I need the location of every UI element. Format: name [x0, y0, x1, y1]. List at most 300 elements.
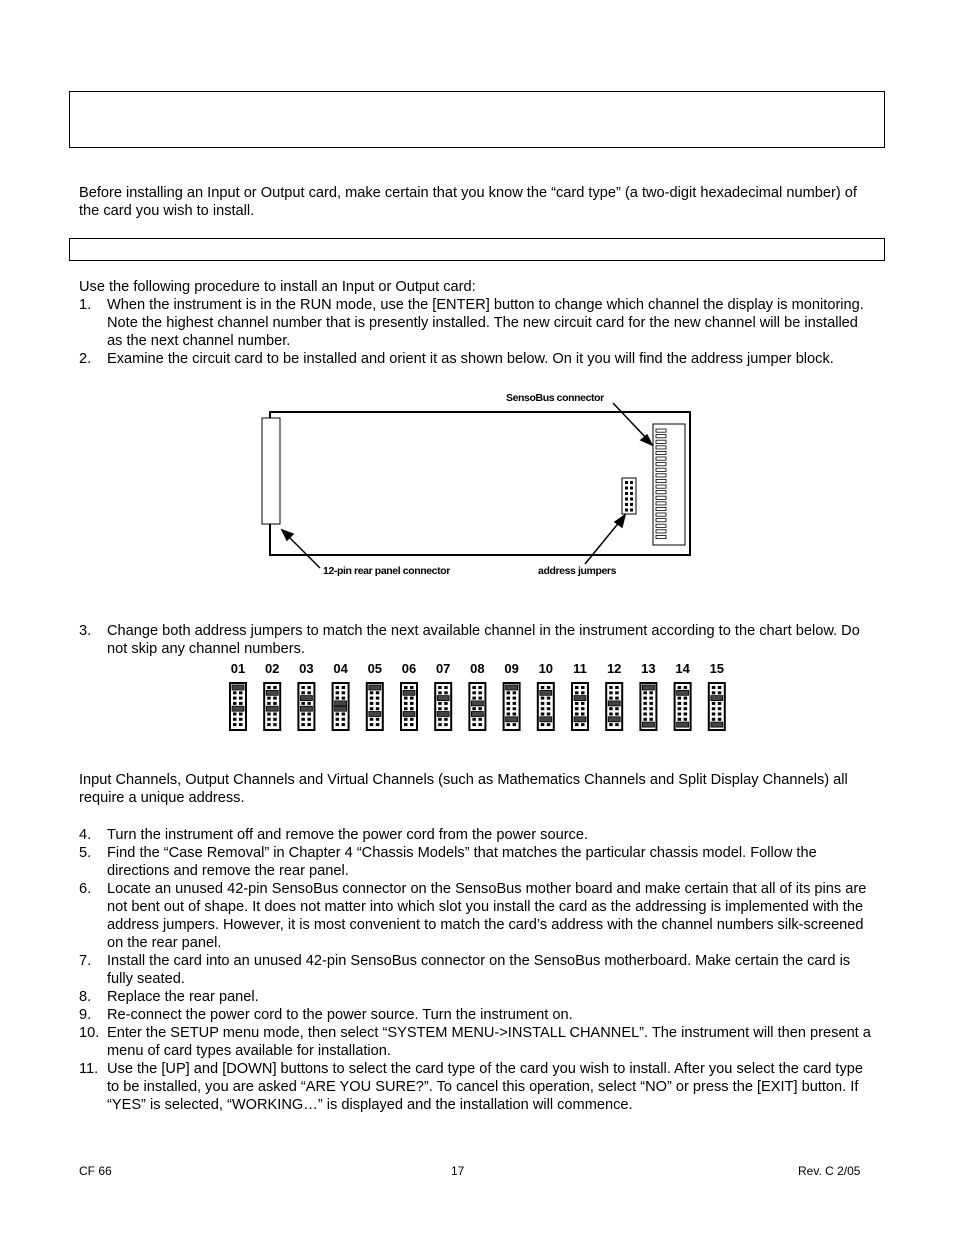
- jumper-pin: [370, 691, 374, 694]
- connector-pin: [656, 491, 666, 494]
- step-text: Locate an unused 42-pin SensoBus connector on the SensoBus mother board and make certain that all of its pins are not bent out of shape. It does not matter into which slot you install the card as the addressing is implemented with the address jumpers. However, it is most convenient to match the card’s address with the channel numbers silk-screened on the rear panel.: [107, 881, 867, 951]
- jumper-pin: [712, 718, 716, 721]
- jumper-shunt: [437, 696, 449, 701]
- jumper-pin: [718, 702, 722, 705]
- jumper-pin: [615, 697, 619, 700]
- jumper-pin: [336, 686, 340, 689]
- step-number: 5.: [79, 845, 92, 861]
- jumper-pin: [630, 503, 633, 506]
- jumper-pin: [267, 697, 271, 700]
- step-text: Re-connect the power cord to the power source. Turn the instrument on.: [107, 1007, 573, 1023]
- jumper-pin: [410, 702, 414, 705]
- jumper-pin: [478, 707, 482, 710]
- steps-list-a: [79, 296, 875, 368]
- jumper-pin: [507, 691, 511, 694]
- step-text: Turn the instrument off and remove the power cord from the power source.: [107, 827, 589, 843]
- step-text: When the instrument is in the RUN mode, use the [ENTER] button to change which channel the display is monitoring. Note the highest channel number that is presently installed. The new circuit card for the new channel will be installed as the next channel number.: [107, 297, 864, 349]
- jumper-pin: [301, 686, 305, 689]
- jumper-pin: [307, 702, 311, 705]
- jumper-pin: [301, 713, 305, 716]
- jumper-pin: [718, 691, 722, 694]
- jumper-pin: [718, 718, 722, 721]
- channels-note: Input Channels, Output Channels and Virtual Channels (such as Mathematics Channels and Split Display Channels) all require a unique address.: [79, 772, 848, 806]
- connector-pin: [656, 502, 666, 505]
- jumper-pin: [625, 492, 628, 495]
- jumper-shunt: [642, 685, 654, 690]
- steps-list-c: [79, 826, 875, 1114]
- jumper-pin: [376, 707, 380, 710]
- jumper-pin: [307, 723, 311, 726]
- step-text: Examine the circuit card to be installed and orient it as shown below. On it you will find the address jumper block.: [107, 351, 834, 367]
- jumper-pin: [609, 691, 613, 694]
- jumper-pin: [684, 713, 688, 716]
- label-rear-panel-connector: 12-pin rear panel connector: [323, 565, 450, 577]
- jumper-shunt: [300, 696, 312, 701]
- jumper-pin: [507, 702, 511, 705]
- step-text: Use the [UP] and [DOWN] buttons to select the card type of the card you wish to install. After you select the card type to be installed, you are asked “ARE YOU SURE?”. To cancel this operation, select “NO” or press the [EXIT] button. If “YES” is selected, “WORKING…” is displayed and the installation will commence.: [107, 1061, 864, 1113]
- jumper-pin: [376, 697, 380, 700]
- jumper-shunt: [369, 685, 381, 690]
- jumper-pin: [712, 713, 716, 716]
- jumper-pin: [507, 707, 511, 710]
- connector-pin: [656, 457, 666, 460]
- channel-label: 03: [299, 661, 314, 676]
- jumper-pin: [630, 487, 633, 490]
- step-number: 4.: [79, 827, 92, 843]
- jumper-pin: [609, 723, 613, 726]
- jumper-pin: [649, 702, 653, 705]
- jumper-pin: [267, 686, 271, 689]
- jumper-pin: [370, 718, 374, 721]
- jumper-pin: [678, 718, 682, 721]
- jumper-pin: [376, 718, 380, 721]
- channel-label: 01: [230, 661, 246, 676]
- channel-label: 04: [333, 661, 348, 676]
- connector-pin: [656, 519, 666, 522]
- jumper-pin: [370, 707, 374, 710]
- jumper-shunt: [437, 712, 449, 717]
- jumper-pin: [438, 691, 442, 694]
- jumper-pin: [239, 697, 243, 700]
- step-number: 3.: [79, 623, 92, 639]
- jumper-block: [606, 683, 622, 730]
- list-item: [79, 880, 875, 952]
- jumper-pin: [513, 702, 517, 705]
- jumper-pin: [507, 697, 511, 700]
- jumper-pin: [581, 713, 585, 716]
- channel-label: 07: [435, 661, 451, 676]
- jumper-pin: [239, 691, 243, 694]
- connector-pin: [656, 479, 666, 482]
- jumper-pin: [342, 713, 346, 716]
- label-address-jumpers: address jumpers: [538, 565, 617, 577]
- connector-pin: [656, 463, 666, 466]
- step-text: Enter the SETUP menu mode, then select “SYSTEM MENU->INSTALL CHANNEL”. The instrument will then present a menu of card types available for installation.: [107, 1025, 871, 1059]
- jumper-pin: [581, 691, 585, 694]
- footer-page-number: 17: [451, 1164, 465, 1178]
- step-text: Change both address jumpers to match the next available channel in the instrument according to the chart below. Do not skip any channel numbers.: [107, 623, 860, 657]
- jumper-pin: [342, 697, 346, 700]
- jumper-pin: [615, 723, 619, 726]
- jumper-pin: [404, 707, 408, 710]
- jumper-pin: [376, 702, 380, 705]
- jumper-pin: [625, 481, 628, 484]
- jumper-pin: [472, 718, 476, 721]
- rear-panel-connector: [262, 418, 280, 524]
- jumper-pin: [478, 686, 482, 689]
- jumper-pin: [233, 718, 237, 721]
- jumper-pin: [444, 691, 448, 694]
- jumper-pin: [267, 718, 271, 721]
- connector-pin: [656, 530, 666, 533]
- jumper-shunt: [677, 722, 689, 727]
- jumper-pin: [307, 691, 311, 694]
- jumper-pin: [472, 691, 476, 694]
- jumper-pin: [678, 702, 682, 705]
- jumper-pin: [575, 702, 579, 705]
- jumper-pin: [478, 723, 482, 726]
- jumper-pin: [625, 498, 628, 501]
- jumper-pin: [643, 707, 647, 710]
- jumper-pin: [472, 697, 476, 700]
- step-number: 6.: [79, 881, 92, 897]
- jumper-pin: [547, 697, 551, 700]
- jumper-pin: [630, 509, 633, 512]
- jumper-shunt: [540, 690, 552, 695]
- jumper-pin: [410, 686, 414, 689]
- jumper-pin: [233, 691, 237, 694]
- jumper-pin: [630, 481, 633, 484]
- jumper-shunt: [608, 717, 620, 722]
- jumper-pin: [541, 702, 545, 705]
- jumper-shunt: [335, 706, 347, 711]
- jumper-pin: [513, 713, 517, 716]
- jumper-pin: [712, 691, 716, 694]
- jumper-pin: [643, 718, 647, 721]
- jumper-pin: [649, 707, 653, 710]
- step-number: 11.: [79, 1061, 99, 1077]
- connector-pin: [656, 468, 666, 471]
- jumper-pin: [513, 723, 517, 726]
- jumper-pin: [712, 686, 716, 689]
- jumper-pin: [342, 718, 346, 721]
- jumper-pin: [575, 691, 579, 694]
- list-item: [79, 826, 875, 844]
- jumper-pin: [376, 691, 380, 694]
- connector-pin: [656, 474, 666, 477]
- jumper-pin: [438, 718, 442, 721]
- jumper-pin: [643, 713, 647, 716]
- jumper-pin: [301, 723, 305, 726]
- jumper-pin: [472, 723, 476, 726]
- jumper-pin: [478, 691, 482, 694]
- step-number: 7.: [79, 953, 92, 969]
- list-item: [79, 296, 875, 350]
- jumper-pin: [718, 686, 722, 689]
- footer-left: CF 66: [79, 1164, 112, 1178]
- jumper-pin: [615, 691, 619, 694]
- jumper-pin: [643, 691, 647, 694]
- channel-label: 09: [504, 661, 519, 676]
- step-text: Install the card into an unused 42-pin SensoBus connector on the SensoBus motherboard. Make certain the card is fully seated.: [107, 953, 851, 987]
- step-number: 1.: [79, 297, 92, 313]
- jumper-pin: [581, 707, 585, 710]
- jumper-shunt: [232, 706, 244, 711]
- jumper-pin: [541, 723, 545, 726]
- jumper-pin: [649, 691, 653, 694]
- channel-label: 10: [538, 661, 554, 676]
- jumper-pin: [273, 697, 277, 700]
- jumper-pin: [581, 702, 585, 705]
- jumper-pin: [336, 718, 340, 721]
- jumper-pin: [712, 702, 716, 705]
- jumper-pin: [307, 713, 311, 716]
- jumper-pin: [547, 686, 551, 689]
- jumper-pin: [625, 487, 628, 490]
- jumper-pin: [444, 707, 448, 710]
- jumper-pin: [625, 503, 628, 506]
- header-box: [69, 91, 885, 148]
- jumper-pin: [609, 707, 613, 710]
- list-item: [79, 622, 875, 658]
- channel-label: 11: [573, 661, 587, 676]
- jumper-pin: [541, 697, 545, 700]
- jumper-pin: [438, 723, 442, 726]
- jumper-pin: [267, 723, 271, 726]
- jumper-pin: [336, 723, 340, 726]
- jumper-pin: [541, 686, 545, 689]
- label-sensobus-connector: SensoBus connector: [506, 392, 604, 404]
- procedure-intro: Use the following procedure to install an Input or Output card:: [79, 279, 476, 295]
- jumper-shunt: [232, 685, 244, 690]
- channel-label: 13: [641, 661, 656, 676]
- jumper-pin: [370, 697, 374, 700]
- jumper-pin: [233, 723, 237, 726]
- channel-label: 12: [606, 661, 622, 676]
- jumper-pin: [643, 697, 647, 700]
- jumper-shunt: [266, 690, 278, 695]
- jumper-block-outline: [622, 478, 636, 514]
- jumper-shunt: [403, 690, 415, 695]
- jumper-pin: [478, 697, 482, 700]
- jumper-pin: [404, 718, 408, 721]
- footer-revision: Rev. C 2/05: [798, 1164, 861, 1178]
- jumper-pin: [547, 723, 551, 726]
- jumper-pin: [438, 707, 442, 710]
- jumper-pin: [444, 702, 448, 705]
- jumper-shunt: [608, 701, 620, 706]
- jumper-pin: [444, 718, 448, 721]
- jumper-pin: [678, 713, 682, 716]
- step-text: Find the “Case Removal” in Chapter 4 “Chassis Models” that matches the particular chassis model. Follow the directions and remove the rear panel.: [107, 845, 817, 879]
- list-item: [79, 952, 875, 988]
- jumper-pin: [625, 509, 628, 512]
- jumper-pin: [410, 707, 414, 710]
- jumper-pin: [513, 691, 517, 694]
- address-jumper-block: [622, 478, 636, 514]
- jumper-pin: [273, 702, 277, 705]
- jumper-pin: [541, 707, 545, 710]
- step-number: 2.: [79, 351, 92, 367]
- jumper-pin: [438, 686, 442, 689]
- step-number: 9.: [79, 1007, 92, 1023]
- jumper-pin: [376, 723, 380, 726]
- channel-label: 05: [367, 661, 383, 676]
- jumper-pin: [404, 723, 408, 726]
- jumper-pin: [239, 723, 243, 726]
- jumper-pin: [684, 702, 688, 705]
- jumper-pin: [342, 691, 346, 694]
- list-item: [79, 1024, 875, 1060]
- jumper-address-chart: [222, 657, 732, 737]
- jumper-pin: [643, 702, 647, 705]
- jumper-pin: [712, 707, 716, 710]
- jumper-pin: [684, 718, 688, 721]
- jumper-pin: [342, 686, 346, 689]
- jumper-shunt: [403, 712, 415, 717]
- jumper-pin: [684, 686, 688, 689]
- jumper-shunt: [471, 712, 483, 717]
- connector-pin: [656, 485, 666, 488]
- jumper-pin: [575, 723, 579, 726]
- jumper-pin: [609, 686, 613, 689]
- jumper-pin: [507, 713, 511, 716]
- jumper-pin: [410, 723, 414, 726]
- jumper-pin: [472, 707, 476, 710]
- jumper-pin: [547, 702, 551, 705]
- list-item: [79, 1006, 875, 1024]
- jumper-shunt: [335, 701, 347, 706]
- jumper-pin: [507, 723, 511, 726]
- jumper-pin: [301, 691, 305, 694]
- jumper-pin: [307, 686, 311, 689]
- jumper-pin: [649, 713, 653, 716]
- jumper-pin: [239, 713, 243, 716]
- jumper-pin: [649, 718, 653, 721]
- jumper-shunt: [574, 696, 586, 701]
- jumper-pin: [404, 697, 408, 700]
- step-text: Replace the rear panel.: [107, 989, 259, 1005]
- connector-pin: [656, 507, 666, 510]
- step-number: 10.: [79, 1025, 100, 1041]
- list-item: [79, 844, 875, 880]
- jumper-shunt: [266, 706, 278, 711]
- jumper-shunt: [711, 696, 723, 701]
- jumper-pin: [630, 498, 633, 501]
- jumper-pin: [684, 707, 688, 710]
- jumper-pin: [273, 713, 277, 716]
- jumper-pin: [649, 697, 653, 700]
- channel-label: 15: [709, 661, 725, 676]
- jumper-pin: [444, 723, 448, 726]
- jumper-pin: [615, 686, 619, 689]
- jumper-pin: [273, 718, 277, 721]
- jumper-pin: [239, 702, 243, 705]
- jumper-pin: [581, 723, 585, 726]
- jumper-pin: [575, 713, 579, 716]
- jumper-pin: [438, 702, 442, 705]
- jumper-pin: [609, 713, 613, 716]
- intro-paragraph: Before installing an Input or Output card, make certain that you know the “card type” (a two-digit hexadecimal number) of the card you wish to install.: [79, 185, 857, 219]
- list-item: [79, 350, 875, 368]
- connector-pin: [656, 513, 666, 516]
- jumper-shunt: [506, 717, 518, 722]
- jumper-pin: [547, 707, 551, 710]
- jumper-shunt: [300, 706, 312, 711]
- jumper-pin: [609, 697, 613, 700]
- connector-pin: [656, 446, 666, 449]
- jumper-pin: [547, 713, 551, 716]
- jumper-pin: [336, 691, 340, 694]
- jumper-pin: [678, 707, 682, 710]
- jumper-shunt: [574, 717, 586, 722]
- connector-pin: [656, 524, 666, 527]
- connector-pin: [656, 435, 666, 438]
- channel-label: 14: [675, 661, 690, 676]
- jumper-pin: [233, 702, 237, 705]
- jumper-pin: [444, 686, 448, 689]
- connector-pin: [656, 496, 666, 499]
- jumper-pin: [307, 718, 311, 721]
- jumper-pin: [342, 723, 346, 726]
- jumper-pin: [301, 702, 305, 705]
- jumper-pin: [478, 718, 482, 721]
- connector-pin: [656, 429, 666, 432]
- jumper-pin: [267, 702, 271, 705]
- step-number: 8.: [79, 989, 92, 1005]
- connector-pin: [656, 535, 666, 538]
- jumper-pin: [718, 707, 722, 710]
- jumper-shunt: [677, 690, 689, 695]
- channel-label: 02: [264, 661, 280, 676]
- jumper-pin: [684, 697, 688, 700]
- jumper-pin: [370, 723, 374, 726]
- jumper-pin: [370, 702, 374, 705]
- jumper-shunt: [369, 712, 381, 717]
- jumper-pin: [678, 686, 682, 689]
- channel-label: 06: [401, 661, 417, 676]
- jumper-pin: [233, 713, 237, 716]
- jumper-block: [572, 683, 588, 730]
- connector-pin: [656, 440, 666, 443]
- channel-label: 08: [470, 661, 485, 676]
- jumper-shunt: [642, 722, 654, 727]
- jumper-block: [469, 683, 485, 730]
- jumper-pin: [267, 713, 271, 716]
- jumper-pin: [239, 718, 243, 721]
- jumper-pin: [336, 697, 340, 700]
- jumper-pin: [336, 713, 340, 716]
- jumper-pin: [581, 686, 585, 689]
- jumper-pin: [233, 697, 237, 700]
- connector-pin: [656, 451, 666, 454]
- jumper-shunt: [506, 685, 518, 690]
- jumper-pin: [513, 707, 517, 710]
- jumper-pin: [410, 697, 414, 700]
- jumper-pin: [301, 718, 305, 721]
- jumper-pin: [273, 723, 277, 726]
- jumper-shunt: [540, 717, 552, 722]
- jumper-pin: [541, 713, 545, 716]
- subheader-box: [69, 238, 885, 261]
- circuit-card-figure: [255, 388, 705, 583]
- jumper-shunt: [711, 722, 723, 727]
- jumper-shunt: [471, 701, 483, 706]
- jumper-pin: [615, 713, 619, 716]
- jumper-pin: [404, 702, 408, 705]
- jumper-pin: [575, 686, 579, 689]
- jumper-pin: [575, 707, 579, 710]
